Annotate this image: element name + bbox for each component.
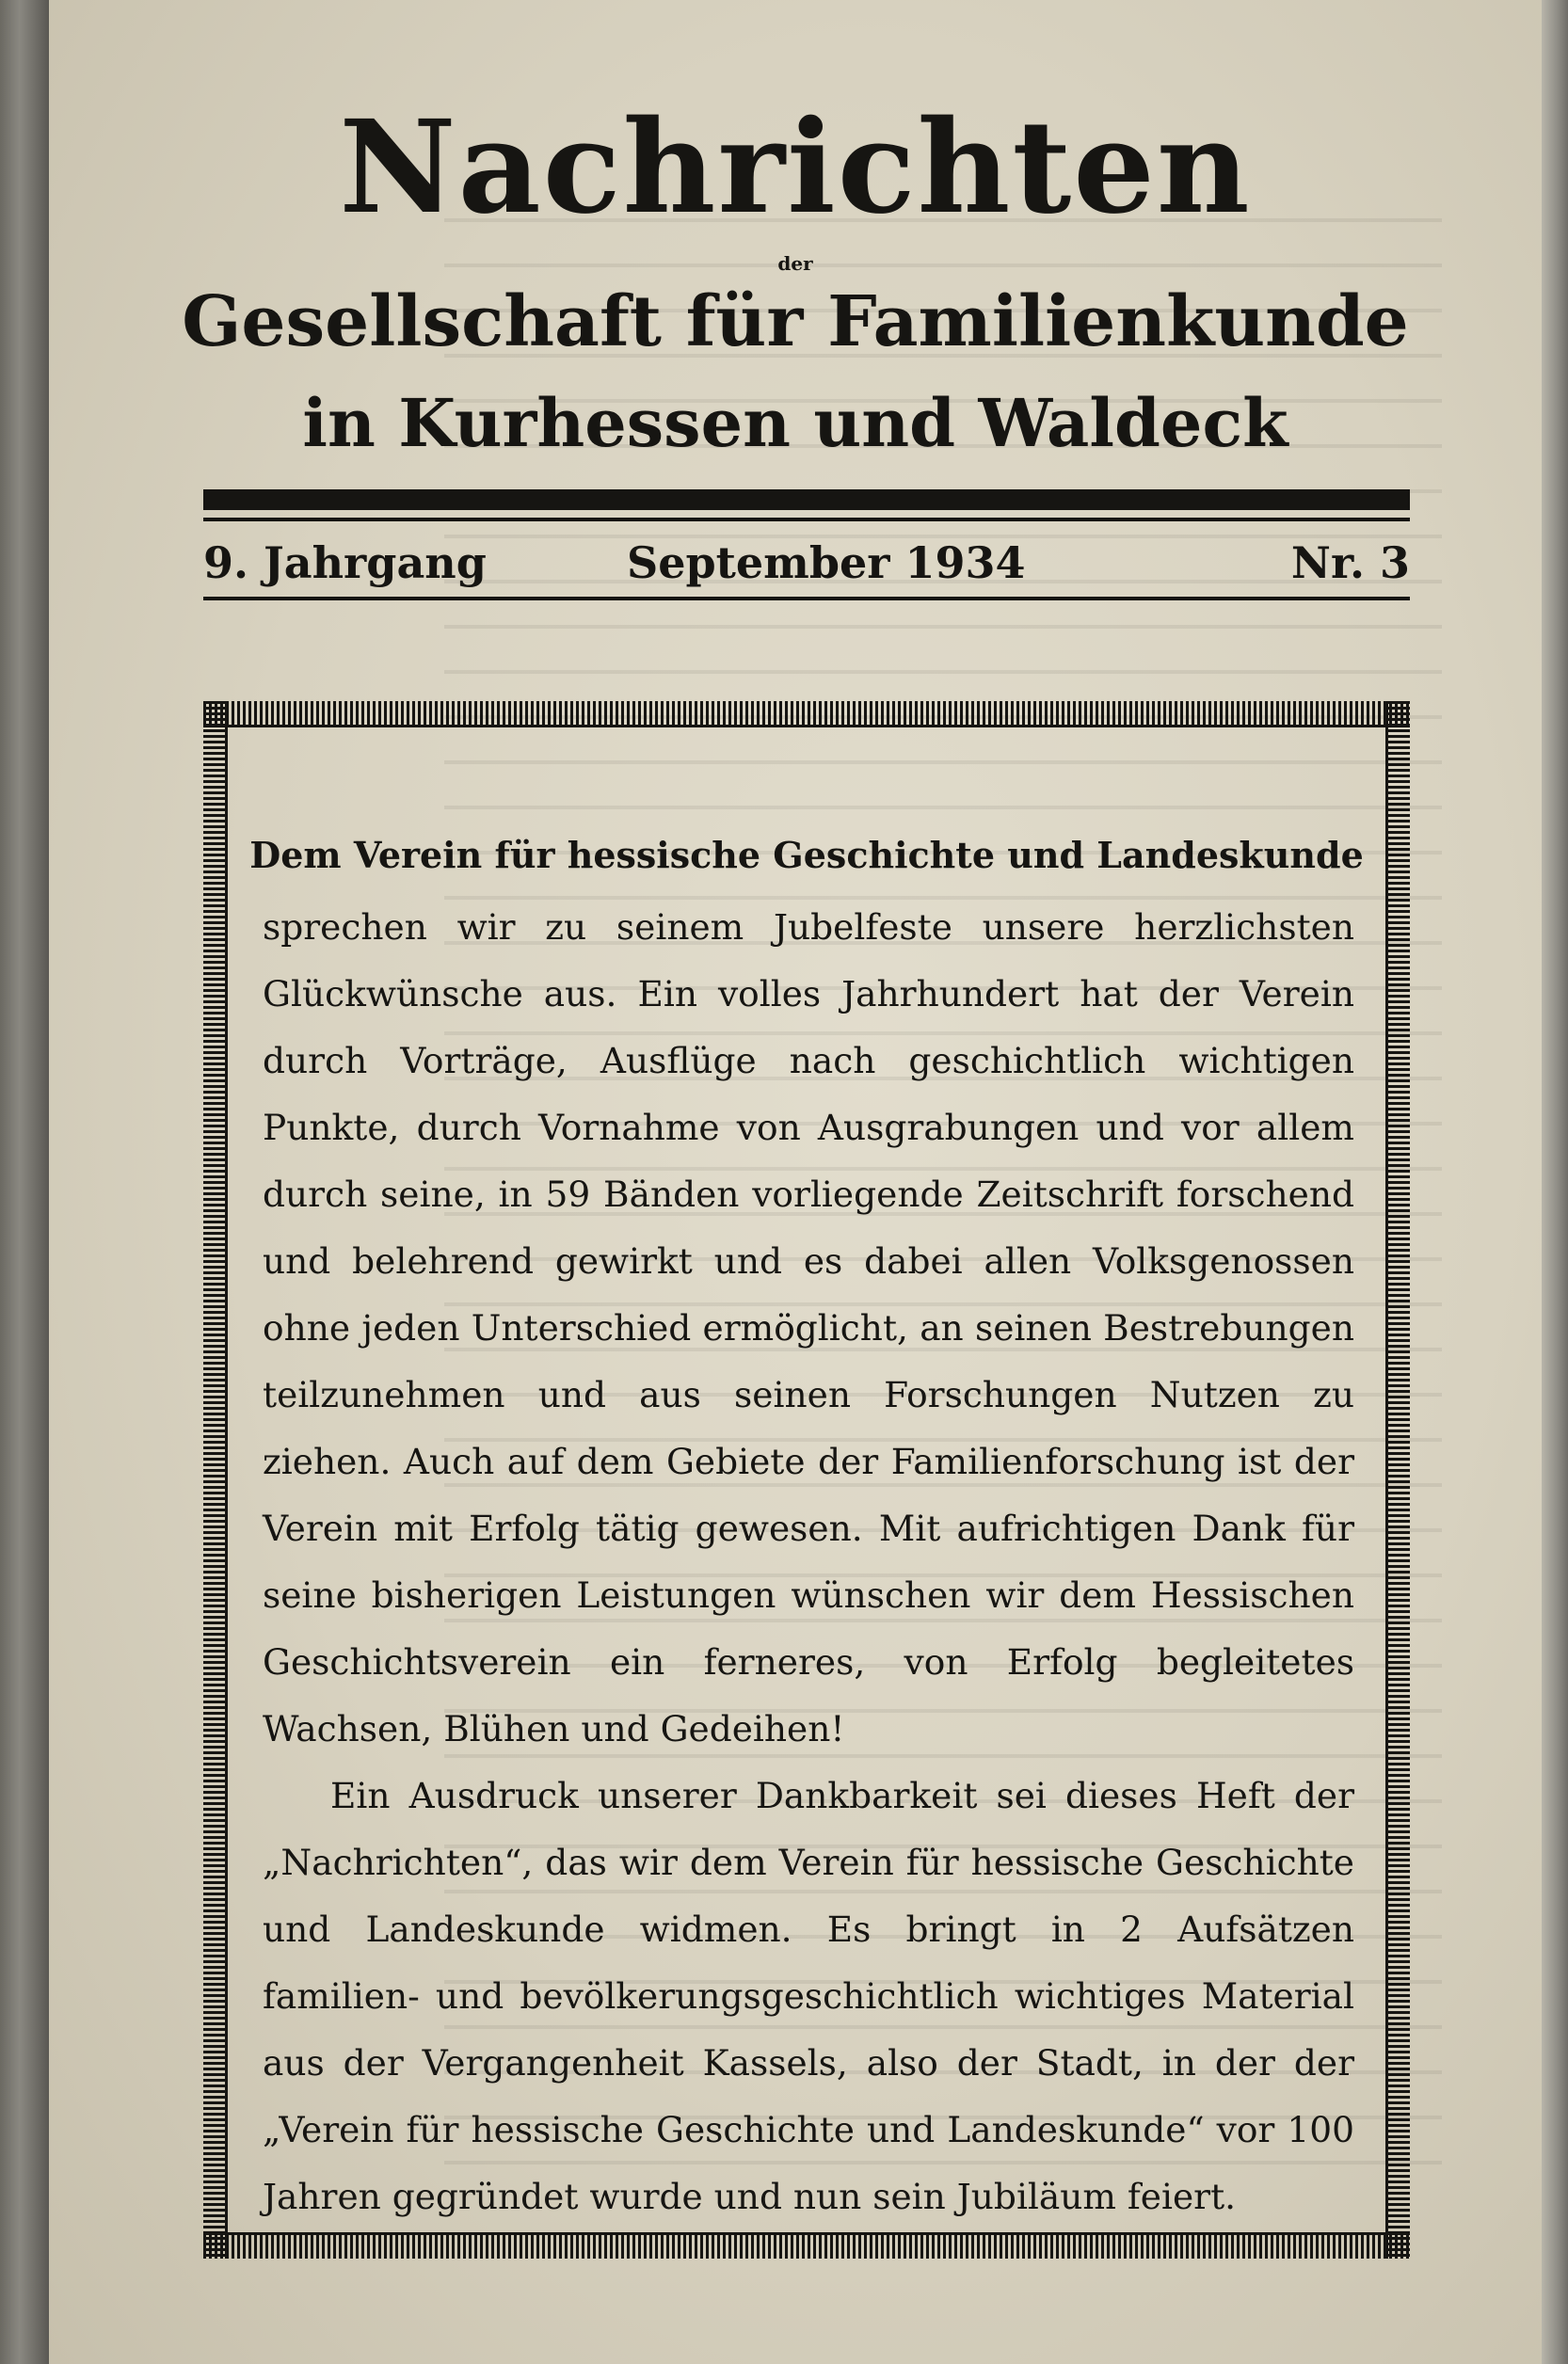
notice-border-right bbox=[1385, 701, 1410, 2259]
journal-page bbox=[49, 0, 1542, 2364]
notice-paragraph: sprechen wir zu seinem Jubelfeste unsere herzlichsten Glückwünsche aus. Ein volles Jahrhundert hat der Verein durch Vorträge, Ausflüge nach geschichtlich wichtigen Punkte, durch Vornahme von Ausgrabungen und vor allem durch seine, in 59 Bänden vorliegende Zeitschrift forschend und belehrend gewirkt und es dabei allen Volksgenossen ohne jeden Unterschied ermöglicht, an seinen Bestrebungen teilzunehmen und aus seinen Forschungen Nutzen zu ziehen. Auch auf dem Gebiete der Familienforschung ist der Verein mit Erfolg tätig gewesen. Mit aufrichtigen Dank für seine bisherigen Leistungen wünschen wir dem Hessischen Geschichtsverein ein ferneres, von Erfolg begleitetes Wachsen, Blühen und Gedeihen! bbox=[263, 906, 1354, 1749]
masthead-title: Nachrichten bbox=[339, 92, 1252, 243]
issue-number: Nr. 3 bbox=[1290, 537, 1410, 588]
masthead-rule-thick bbox=[203, 489, 1410, 510]
book-edge-right bbox=[1542, 0, 1568, 2364]
notice-border-bottom bbox=[203, 2232, 1410, 2259]
masthead-subtitle-society: Gesellschaft für Familienkunde bbox=[182, 281, 1409, 362]
notice-heading: Dem Verein für hessische Geschichte und Landeskunde bbox=[249, 834, 1364, 876]
notice-border-left bbox=[203, 701, 228, 2259]
notice-paragraph: Ein Ausdruck unserer Dankbarkeit sei dieses Heft der „Nachrichten“, das wir dem Verein für hessische Geschichte und Landeskunde widmen. Es bringt in 2 Aufsätzen familien- und bevölkerungsgeschichtlich wichtiges Material aus der Vergangenheit Kassels, also der Stadt, in der der „Verein für hessische Geschichte und Landeskunde“ vor 100 Jahren gegründet wurde und nun sein Jubiläum feiert. bbox=[263, 1775, 1354, 2217]
masthead-article: der bbox=[777, 252, 813, 275]
masthead-subtitle-region: in Kurhessen und Waldeck bbox=[302, 384, 1288, 462]
notice-body bbox=[263, 894, 1354, 2230]
dedication-notice-box bbox=[203, 701, 1410, 2259]
issue-date: September 1934 bbox=[627, 537, 1026, 588]
issue-volume: 9. Jahrgang bbox=[203, 537, 487, 588]
issue-rule-bottom bbox=[203, 597, 1410, 600]
masthead-rule-thin bbox=[203, 518, 1410, 521]
book-gutter-left bbox=[0, 0, 49, 2364]
issue-info-bar bbox=[203, 536, 1410, 589]
notice-border-top bbox=[203, 701, 1410, 727]
